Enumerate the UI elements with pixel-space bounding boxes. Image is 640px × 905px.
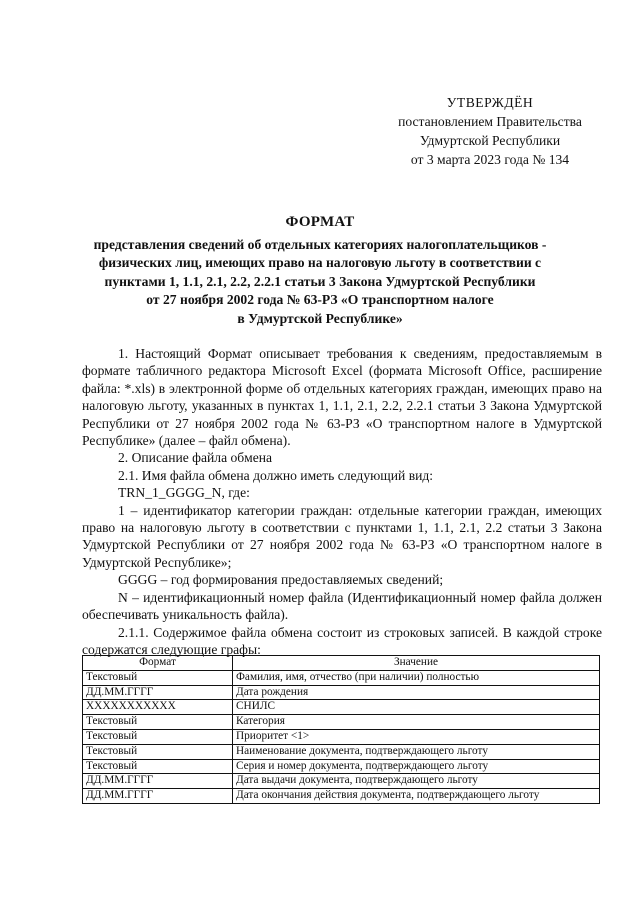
table-header-value: Значение bbox=[233, 656, 600, 671]
title-sub-line-5: в Удмуртской Республике» bbox=[237, 310, 403, 326]
title-sub-line-1: представления сведений об отдельных категориях налогоплательщиков - bbox=[93, 236, 547, 252]
approval-line-2: Удмуртской Республики bbox=[419, 133, 561, 148]
approval-line-3: от 3 марта 2023 года № 134 bbox=[410, 152, 570, 167]
paragraph-7: N – идентификационный номер файла (Идентификационный номер файла должен обеспечивать уникальность файла). bbox=[82, 589, 602, 623]
table-row bbox=[83, 670, 600, 685]
table-cell-value: Серия и номер документа, подтверждающего льготу bbox=[233, 759, 600, 774]
approval-stamp bbox=[380, 93, 600, 169]
title-sub-line-4: от 27 ноября 2002 года № 63-РЗ «О транспортном налоге bbox=[146, 292, 494, 308]
paragraph-5: 1 – идентификатор категории граждан: отдельные категории граждан, имеющих право на налоговую льготу в соответствии с пунктами 1, 1.1, 2.1, 2.2 статьи 3 Закона Удмуртской Республики от 27 ноября 2002 года № 63-РЗ «О транспортном налоге в Удмуртской Республике»; bbox=[82, 502, 602, 570]
table-cell-format: Текстовый bbox=[83, 670, 233, 685]
table-cell-value: СНИЛС bbox=[233, 700, 600, 715]
title-main: ФОРМАТ bbox=[285, 214, 355, 230]
table-cell-format: Текстовый bbox=[83, 759, 233, 774]
table-cell-format: Текстовый bbox=[83, 729, 233, 744]
approval-line-1: постановлением Правительства bbox=[398, 114, 582, 129]
table-cell-value: Категория bbox=[233, 715, 600, 730]
table-header-row bbox=[83, 656, 600, 671]
table-row bbox=[83, 759, 600, 774]
table-cell-value: Дата окончания действия документа, подтверждающего льготу bbox=[233, 789, 600, 804]
table-cell-format: Текстовый bbox=[83, 715, 233, 730]
paragraph-8: 2.1.1. Содержимое файла обмена состоит из строковых записей. В каждой строке содержатся следующие графы: bbox=[82, 624, 602, 657]
title-sub-line-2: физических лиц, имеющих право на налоговую льготу в соответствии с bbox=[98, 255, 542, 271]
table-row bbox=[83, 744, 600, 759]
table-cell-value: Дата выдачи документа, подтверждающего льготу bbox=[233, 774, 600, 789]
table-row bbox=[83, 729, 600, 744]
table-cell-format: ДД.ММ.ГГГГ bbox=[83, 774, 233, 789]
table-row bbox=[83, 774, 600, 789]
title-sub-line-3: пунктами 1, 1.1, 2.1, 2.2, 2.2.1 статьи 3 Закона Удмуртской Республики bbox=[104, 273, 536, 289]
paragraph-2: 2. Описание файла обмена bbox=[118, 450, 273, 466]
fields-table bbox=[82, 655, 600, 804]
table-cell-format: Текстовый bbox=[83, 744, 233, 759]
paragraph-4: TRN_1_GGGG_N, где: bbox=[118, 485, 250, 501]
table-row bbox=[83, 789, 600, 804]
approval-heading: УТВЕРЖДЁН bbox=[446, 95, 534, 110]
paragraph-3: 2.1. Имя файла обмена должно иметь следующий вид: bbox=[118, 467, 434, 483]
table-row bbox=[83, 700, 600, 715]
table-cell-format: ДД.ММ.ГГГГ bbox=[83, 789, 233, 804]
table-header-format: Формат bbox=[83, 656, 233, 671]
table-cell-value: Фамилия, имя, отчество (при наличии) полностью bbox=[233, 670, 600, 685]
table-row bbox=[83, 685, 600, 700]
paragraph-1: 1. Настоящий Формат описывает требования к сведениям, предоставляемым в формате табличного редактора Microsoft Excel (формата Microsoft Office, расширение файла: *.xls) в электронной форме об отдельных категориях граждан, имеющих право на налоговую льготу, указанных в пунктах 1, 1.1, 2.1, 2.2, 2.2.1 статьи 3 Закона Удмуртской Республики от 27 ноября 2002 года № 63-РЗ «О транспортном налоге в Удмуртской Республике» (далее – файл обмена). bbox=[82, 346, 602, 449]
table-cell-value: Наименование документа, подтверждающего льготу bbox=[233, 744, 600, 759]
table-cell-format: ДД.ММ.ГГГГ bbox=[83, 685, 233, 700]
table-row bbox=[83, 715, 600, 730]
document-title bbox=[80, 213, 560, 329]
table-cell-value: Приоритет <1> bbox=[233, 729, 600, 744]
table-cell-value: Дата рождения bbox=[233, 685, 600, 700]
paragraph-6: GGGG – год формирования предоставляемых сведений; bbox=[118, 572, 444, 588]
document-body bbox=[82, 345, 602, 658]
table-cell-format: XXXXXXXXXXX bbox=[83, 700, 233, 715]
